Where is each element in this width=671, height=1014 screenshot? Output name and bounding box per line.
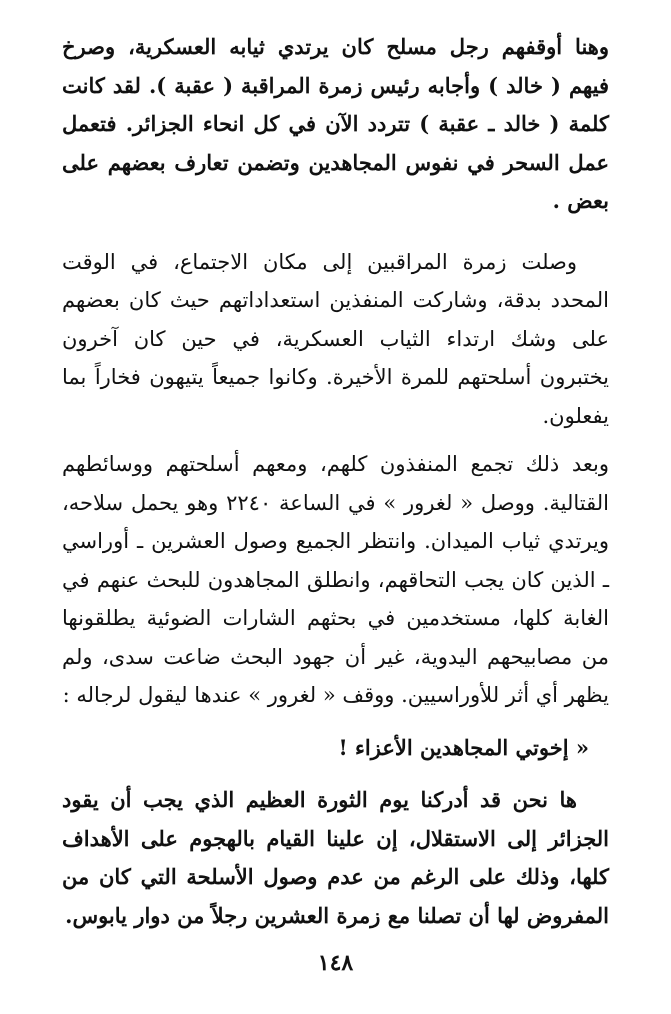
paragraph-1: وهنا أوقفهم رجل مسلح كان يرتدي ثيابه العسكرية، وصرخ فيهم ( خالد ) وأجابه رئيس زمرة المراقبة ( عقبة ). لقد كانت كلمة ( خالد ـ عقبة ) تتردد الآن في كل انحاء الجزائر. فتعمل عمل السحر في نفوس المجاهدين وتضمن تعارف بعضهم على بعض . — [62, 34, 609, 213]
paragraph-3: وبعد ذلك تجمع المنفذون كلهم، ومعهم أسلحتهم ووسائطهم القتالية. ووصل « لغرور » في الساعة ٢٢٤٠ وهو يحمل سلاحه، ويرتدي ثياب الميدان. وانتظر الجميع وصول العشرين ـ أوراسي ـ الذين كان يجب التحاقهم، وانطلق المجاهدون للبحث عنهم في الغابة كلها، مستخدمين في بحثهم الشارات الضوئية يطلقونها من مصابيحهم اليدوية، غير أن جهود البحث ضاعت سدى، ولم يظهر أي أثر للأوراسيين. ووقف « لغرور » عندها ليقول لرجاله : — [62, 452, 610, 707]
paragraph-2: وصلت زمرة المراقبين إلى مكان الاجتماع، في الوقت المحدد بدقة، وشاركت المنفذين استعداداتهم حيث كان بعضهم على وشك ارتداء الثياب العسكرية، في حين كان آخرون يختبرون أسلحتهم للمرة الأخيرة. وكانوا جميعاً يتيهون فخاراً بما يفعلون. — [62, 249, 609, 428]
page-number: ١٤٨ — [317, 950, 354, 976]
speech-heading: « إخوتي المجاهدين الأعزاء ! — [338, 734, 589, 760]
paragraph-5: ها نحن قد أدركنا يوم الثورة العظيم الذي يجب أن يقود الجزائر إلى الاستقلال، إن علينا القيام بالهجوم على الأهداف كلها، وذلك على الرغم من عدم وصول الأسلحة التي كان من المفروض لها أن تصلنا مع زمرة العشرين رجلاً من دوار يابوس. — [62, 787, 609, 928]
